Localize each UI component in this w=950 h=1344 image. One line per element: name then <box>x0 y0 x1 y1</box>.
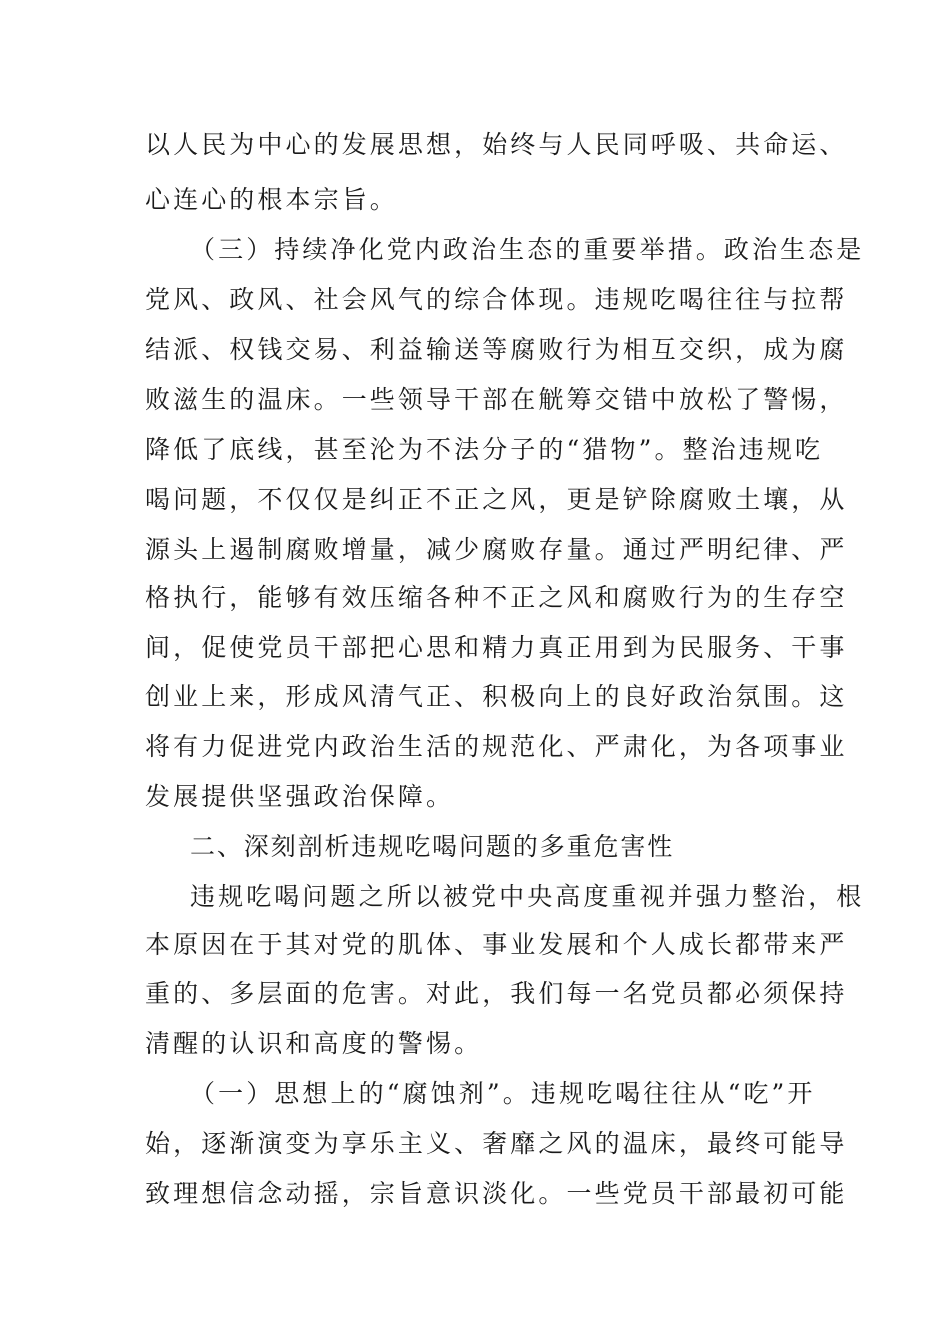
text-line: 以人民为中心的发展思想，始终与人民同呼吸、共命运、 <box>145 130 848 159</box>
paragraph-heading-1: （一）思想上的“腐蚀剂”。违规吃喝往往从“吃”开 <box>190 1079 816 1108</box>
paragraph-heading-3: （三）持续净化党内政治生态的重要举措。政治生态是 <box>190 235 865 264</box>
text-line: 发展提供坚强政治保障。 <box>145 782 455 811</box>
text-line: 始，逐渐演变为享乐主义、奢靡之风的温床，最终可能导 <box>145 1129 848 1158</box>
text-line: 心连心的根本宗旨。 <box>145 185 398 214</box>
text-line: 本原因在于其对党的肌体、事业发展和个人成长都带来严 <box>145 930 848 959</box>
text-line: 降低了底线，甚至沦为不法分子的“猎物”。整治违规吃 <box>145 435 824 464</box>
text-line: 败滋生的温床。一些领导干部在觥筹交错中放松了警惕， <box>145 385 848 414</box>
text-line: 致理想信念动摇，宗旨意识淡化。一些党员干部最初可能 <box>145 1179 848 1208</box>
text-line: 间，促使党员干部把心思和精力真正用到为民服务、干事 <box>145 633 848 662</box>
text-line: 将有力促进党内政治生活的规范化、严肃化，为各项事业 <box>145 732 848 761</box>
section-heading: 二、深刻剖析违规吃喝问题的多重危害性 <box>190 832 675 861</box>
text-line: 重的、多层面的危害。对此，我们每一名党员都必须保持 <box>145 979 848 1008</box>
text-line: 格执行，能够有效压缩各种不正之风和腐败行为的生存空 <box>145 583 848 612</box>
text-line: 党风、政风、社会风气的综合体现。违规吃喝往往与拉帮 <box>145 285 848 314</box>
text-line: 源头上遏制腐败增量，减少腐败存量。通过严明纪律、严 <box>145 535 848 564</box>
text-line: 创业上来，形成风清气正、积极向上的良好政治氛围。这 <box>145 682 848 711</box>
text-line: 违规吃喝问题之所以被党中央高度重视并强力整治，根 <box>190 882 865 911</box>
text-line: 清醒的认识和高度的警惕。 <box>145 1029 483 1058</box>
text-line: 结派、权钱交易、利益输送等腐败行为相互交织，成为腐 <box>145 335 848 364</box>
text-line: 喝问题，不仅仅是纠正不正之风，更是铲除腐败土壤，从 <box>145 485 848 514</box>
